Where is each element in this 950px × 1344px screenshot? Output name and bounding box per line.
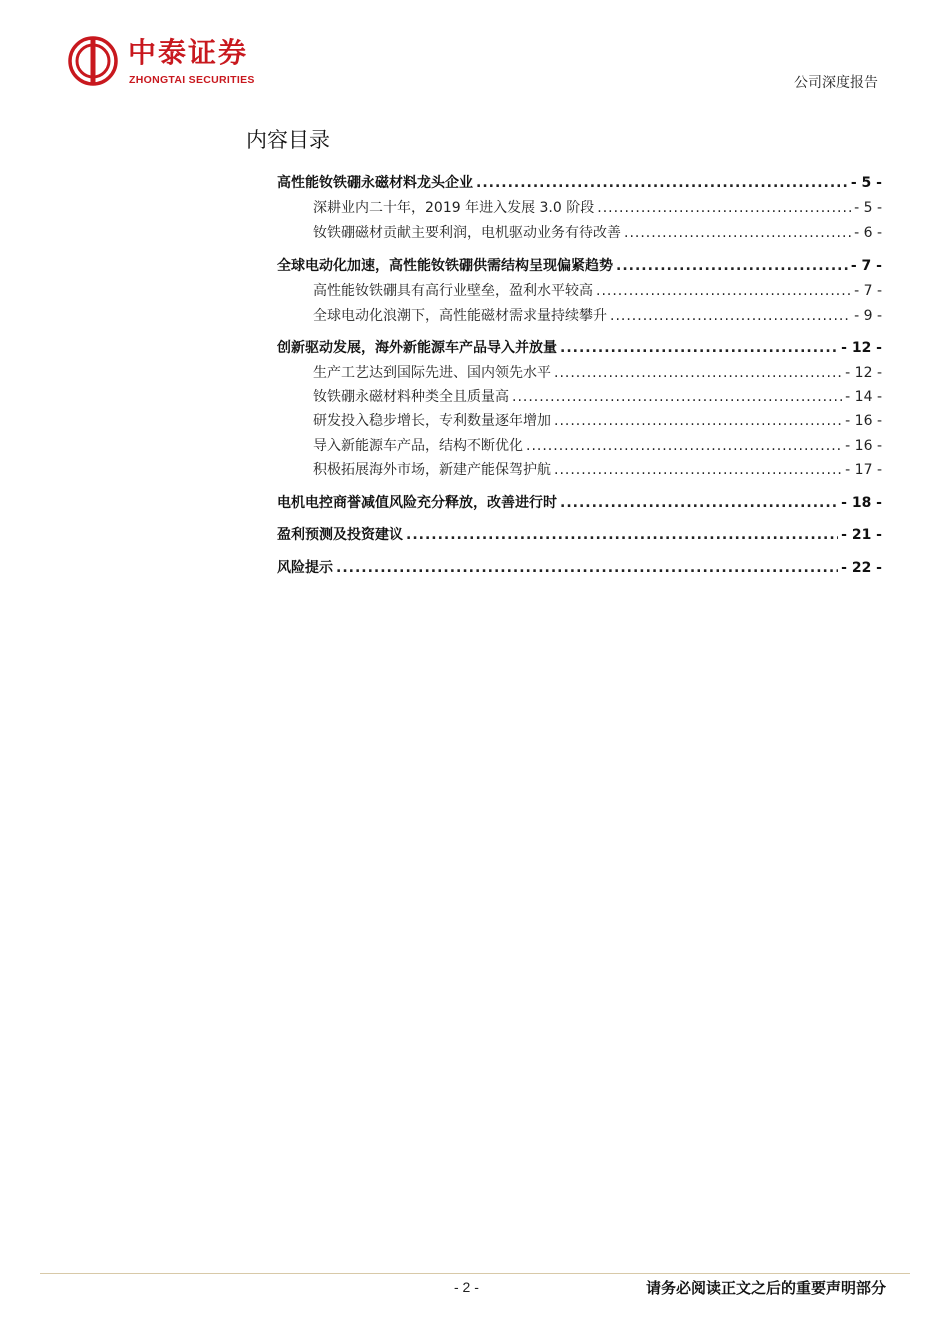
toc-chapter-entry[interactable] (277, 524, 882, 546)
toc-entry-page: - 16 - (845, 438, 882, 454)
toc-chapter-entry[interactable] (277, 172, 882, 194)
toc-entry-label: 盈利预测及投资建议 (277, 527, 403, 543)
toc-title: 内容目录 (246, 128, 330, 152)
toc-entry-label: 全球电动化加速，高性能钕铁硼供需结构呈现偏紧趋势 (277, 258, 613, 274)
toc-section-entry[interactable] (313, 459, 882, 481)
toc-chapter-entry[interactable] (277, 255, 882, 277)
toc-entry-label: 钕铁硼磁材贡献主要利润，电机驱动业务有待改善 (313, 225, 621, 241)
toc-section-entry[interactable] (313, 280, 882, 302)
toc-entry-label: 积极拓展海外市场，新建产能保驾护航 (313, 462, 551, 478)
toc-leader-dots (336, 560, 838, 576)
toc-entry-label: 风险提示 (277, 560, 333, 576)
toc-entry-label: 钕铁硼永磁材料种类全且质量高 (313, 389, 509, 405)
toc-entry-page: - 5 - (850, 175, 882, 191)
toc-leader-dots (554, 365, 842, 381)
toc-section-entry[interactable] (313, 410, 882, 432)
zhongtai-logo-icon (68, 36, 118, 86)
toc-leader-dots (560, 495, 838, 511)
toc-entry-page: - 7 - (854, 283, 882, 299)
toc-entry-label: 高性能钕铁硼永磁材料龙头企业 (277, 175, 473, 191)
report-type-label: 公司深度报告 (794, 75, 878, 91)
toc-entry-page: - 21 - (841, 527, 882, 543)
toc-entry-page: - 7 - (850, 258, 882, 274)
toc-entry-label: 深耕业内二十年，2019 年进入发展 3.0 阶段 (313, 200, 595, 216)
toc-section-entry[interactable] (313, 386, 882, 408)
toc-entry-label: 电机电控商誉减值风险充分释放，改善进行时 (277, 495, 557, 511)
toc-entry-page: - 12 - (845, 365, 882, 381)
toc-chapter-entry[interactable] (277, 337, 882, 359)
toc-leader-dots (554, 413, 842, 429)
toc-section-entry[interactable] (313, 222, 882, 244)
toc-entry-page: - 14 - (845, 389, 882, 405)
toc-section-entry[interactable] (313, 305, 882, 327)
toc-leader-dots (512, 389, 842, 405)
toc-entry-page: - 9 - (854, 308, 882, 324)
toc-entry-label: 高性能钕铁硼具有高行业壁垒，盈利水平较高 (313, 283, 593, 299)
toc-leader-dots (406, 527, 838, 543)
toc-leader-dots (476, 175, 848, 191)
page-header (0, 0, 950, 100)
toc-entry-label: 研发投入稳步增长，专利数量逐年增加 (313, 413, 551, 429)
page-number: - 2 - (454, 1279, 479, 1295)
toc-leader-dots (624, 225, 851, 241)
toc-leader-dots (597, 200, 851, 216)
logo-chinese-name: 中泰证券 (128, 36, 249, 69)
disclaimer-note: 请务必阅读正文之后的重要声明部分 (645, 1279, 886, 1297)
toc-entry-label: 生产工艺达到国际先进、国内领先水平 (313, 365, 551, 381)
toc-section-entry[interactable] (313, 197, 882, 219)
toc-chapter-entry[interactable] (277, 492, 882, 514)
toc-section-entry[interactable] (313, 435, 882, 457)
toc-entry-label: 全球电动化浪潮下，高性能磁材需求量持续攀升 (313, 308, 607, 324)
toc-leader-dots (610, 308, 851, 324)
logo-english-name: ZHONGTAI SECURITIES (129, 74, 255, 86)
toc-leader-dots (560, 340, 838, 356)
toc-leader-dots (596, 283, 851, 299)
footer-divider (40, 1273, 910, 1274)
toc-entry-page: - 22 - (841, 560, 882, 576)
toc-entry-page: - 17 - (845, 462, 882, 478)
toc-entry-page: - 12 - (841, 340, 882, 356)
toc-leader-dots (554, 462, 842, 478)
toc-entry-label: 导入新能源车产品，结构不断优化 (313, 438, 523, 454)
toc-leader-dots (616, 258, 848, 274)
toc-entry-page: - 18 - (841, 495, 882, 511)
toc-entry-page: - 5 - (854, 200, 882, 216)
toc-entry-label: 创新驱动发展，海外新能源车产品导入并放量 (277, 340, 557, 356)
toc-section-entry[interactable] (313, 362, 882, 384)
toc-entry-page: - 16 - (845, 413, 882, 429)
toc-entry-page: - 6 - (854, 225, 882, 241)
toc-leader-dots (526, 438, 842, 454)
toc-chapter-entry[interactable] (277, 557, 882, 579)
